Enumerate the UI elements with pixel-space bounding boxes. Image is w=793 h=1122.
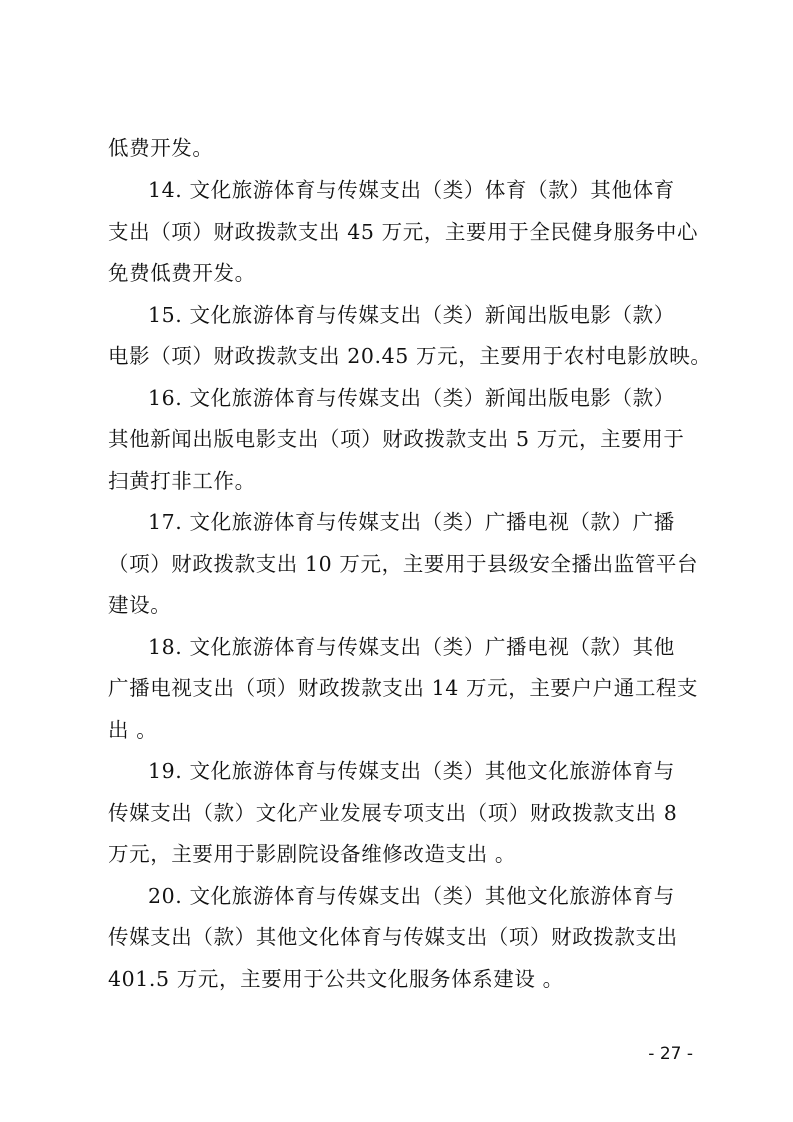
text-line: 传媒支出（款）其他文化体育与传媒支出（项）财政拨款支出 xyxy=(108,925,678,949)
text-line: 其他新闻出版电影支出（项）财政拨款支出 5 万元，主要用于 xyxy=(108,427,685,451)
text-line: 免费低费开发。 xyxy=(108,261,256,285)
text-line: 16. 文化旅游体育与传媒支出（类）新闻出版电影（款） xyxy=(148,386,675,410)
text-line: 支出（项）财政拨款支出 45 万元，主要用于全民健身服务中心 xyxy=(108,220,699,244)
text-line: 401.5 万元，主要用于公共文化服务体系建设 。 xyxy=(108,967,564,991)
text-line: 广播电视支出（项）财政拨款支出 14 万元，主要户户通工程支 xyxy=(108,676,699,700)
text-line: 电影（项）财政拨款支出 20.45 万元，主要用于农村电影放映。 xyxy=(108,344,712,368)
text-line: 14. 文化旅游体育与传媒支出（类）体育（款）其他体育 xyxy=(148,178,675,202)
text-line: 20. 文化旅游体育与传媒支出（类）其他文化旅游体育与 xyxy=(148,884,675,908)
text-line: 19. 文化旅游体育与传媒支出（类）其他文化旅游体育与 xyxy=(148,759,675,783)
text-line: 15. 文化旅游体育与传媒支出（类）新闻出版电影（款） xyxy=(148,303,675,327)
text-line: 低费开发。 xyxy=(108,136,214,160)
text-line: （项）财政拨款支出 10 万元，主要用于县级安全播出监管平台 xyxy=(108,552,699,576)
page-number: - 27 - xyxy=(648,1044,693,1064)
text-line: 建设。 xyxy=(108,593,172,617)
text-line: 18. 文化旅游体育与传媒支出（类）广播电视（款）其他 xyxy=(148,635,675,659)
text-line: 出 。 xyxy=(108,718,158,742)
text-line: 扫黄打非工作。 xyxy=(108,469,256,493)
text-line: 万元，主要用于影剧院设备维修改造支出 。 xyxy=(108,842,517,866)
text-line: 17. 文化旅游体育与传媒支出（类）广播电视（款）广播 xyxy=(148,510,675,534)
text-line: 传媒支出（款）文化产业发展专项支出（项）财政拨款支出 8 xyxy=(108,801,678,825)
